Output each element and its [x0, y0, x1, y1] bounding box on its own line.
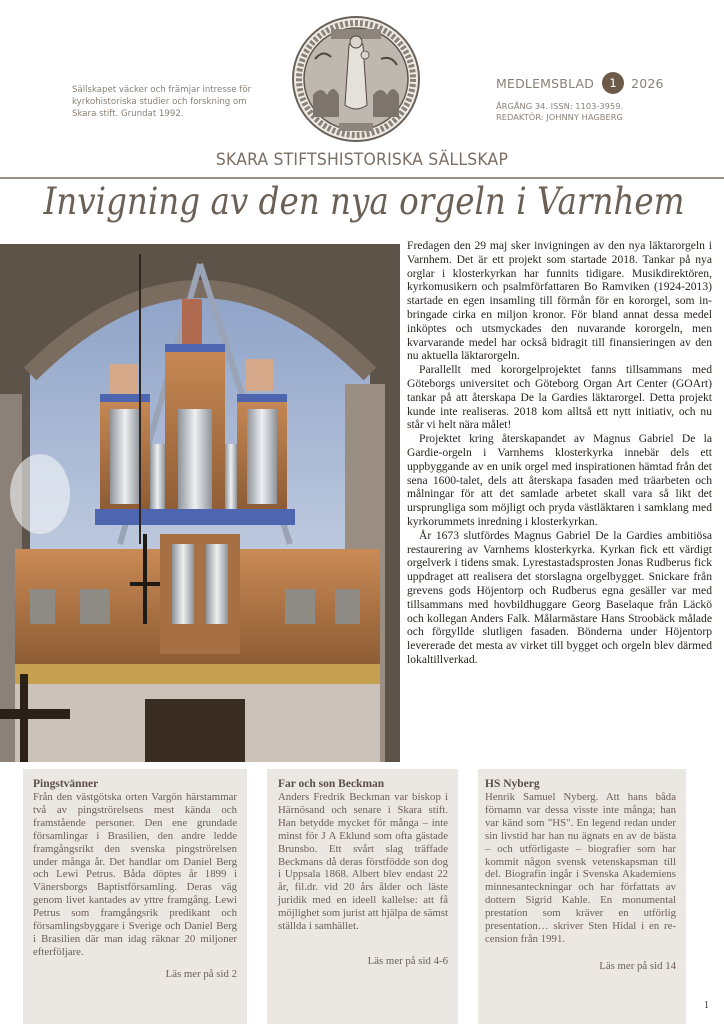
article-paragraph: Fredagen den 29 maj sker invigningen av den nya läktarorgeln i Varnhem. Det är ett projekt som startade 2018. Tankar på nya orglar i klosterkyrkan har funnits tidigare. Musikdirektören, kyrkomusikern och psalmförfattaren Bo Ramviken (1924-2013) startade en egen insamling till förmån för en kororgel, som inbringade cirka en miljon kronor. För bland annat dessa medel inköptes och utsmyckades den nuvarande kororgeln, men kvarvarande medel har också bidragit till finansieringen av den nu aktuella läktarorgeln. — [407, 239, 712, 363]
article-paragraph: Projektet kring återskapandet av Magnus Gabriel De la Gardie-orgeln i Varnhems klosterkyrka innebär dels ett uppbyggande av en unik orgel med inspirationen hämtad från det sena 1600-talet, dels att återskapa fasaden med träarbeten och målningar för att det samlade arbetet skall vara så likt det ursprungliga som möjligt och pryda västläktaren i samklang med kyrkorummets inredning i klosterkyrkan. — [407, 432, 712, 528]
volume-issn: ÅRGÅNG 34. ISSN: 1103-3959. — [496, 101, 624, 111]
society-tagline: Sällskapet väcker och främjar intresse för kyrkohistoriska studier och forskning om Skara stift. Grundat 1992. — [72, 85, 252, 119]
medieval-seal-icon — [291, 15, 421, 143]
organ-photo — [0, 244, 400, 762]
article-headline: Invigning av den nya orgeln i Varnhem — [43, 180, 685, 223]
masthead-info — [496, 72, 664, 123]
society-name: SKARA STIFTSHISTORISKA SÄLLSKAP — [215, 150, 509, 170]
teaser-body: Från den västgötska orten Vargön härstammar två av pingströrelsens mest kända och framstående personer. Den ene grundade församlingar i Brasilien, den andre ledde framgångsrikt den svenska pingströrelsen under många år. Det handlar om Daniel Berg och Lewi Petrus. Båda döptes år 1899 i Vänersborgs Baptistförsamling. Deras väg genom livet kantades av yttre framgång. Lewi Petrus som framgångsrik predikant och församlingsbyggare i Sverige och Daniel Berg i Brasilien där man idag räknar 20 miljoner efterföljare. — [33, 791, 237, 958]
page-number: 1 — [704, 1000, 709, 1011]
article-paragraph: Parallellt med kororgelprojektet fanns tillsammans med Göteborgs universitet och Göteborg Organ Art Center (GOArt) tankar på att återskapa De la Gardies läktarorgel. Detta projekt kunde inte realiseras. 2018 kom alltså ett nytt initiativ, och nu står vi helt nära målet! — [407, 363, 712, 432]
teaser-box-beckman — [267, 769, 458, 1024]
newsletter-line — [496, 72, 664, 94]
publication-meta — [496, 101, 664, 123]
teaser-title: Pingstvänner — [33, 778, 99, 790]
read-more-link[interactable]: Läs mer på sid 2 — [165, 967, 237, 980]
teaser-box-hs-nyberg — [478, 769, 686, 1024]
header-divider — [0, 177, 724, 179]
article-paragraph: År 1673 slutfördes Magnus Gabriel De la Gardies ambitiösa restaurering av Varnhems klosterkyrka. Kyrkan fick ett värdigt orgelverk i tidens smak. Lyrestastadsprosten Jonas Rudberus fick uppdraget att realisera det storslagna orgelbygget. Snickare från grevens gods Höjentorp och Rudberus egna gesäller var med tillsammans med hovbildhuggare Georg Baselaque från Läckö och kollegan Anders Falk. Målarmästare Hans Stroobäck målade och förgyllde slutligen fasaden. Bönderna under Höjentorp levererade det mesta av virket till bygget och orgeln blev därmed lokaltillverkad. — [407, 528, 712, 666]
issue-number-badge: 1 — [602, 72, 624, 94]
teaser-body: Henrik Samuel Nyberg. Att hans båda förnamn var dessa visste inte många; han var känd som "HS". En legend redan under sin livstid har han nu ägnats en av de bästa – och utförligaste – biografier som har kommit någon svensk vetenskapsman till del. Biografin ingår i Svenska Akademiens minnesanteckningar och har författats av dottern Sigrid Kahle. En monumental prestation som kräver en utförlig presentation… skriver Sten Hidal i en recension från 1991. — [485, 791, 676, 945]
article-body — [407, 239, 712, 667]
read-more-link[interactable]: Läs mer på sid 14 — [599, 959, 676, 972]
teaser-box-pingstvanner — [23, 769, 247, 1024]
teaser-body: Anders Fredrik Beckman var biskop i Härnösand och senare i Skara stift. Han betydde mycket för många – inte minst för J A Eklund som ofta gästade Brunsbo. Ett svårt slag träffade Beckmans då deras förstfödde son dog i Uppsala 1868. Albert blev endast 22 år, fil.dr. vid 20 års ålder och läste juridik med en ideell kallelse: att få möjlighet som jurist att hjälpa de sämst ställda i samhället. — [278, 791, 448, 933]
teaser-title: HS Nyberg — [485, 778, 540, 790]
newsletter-label: MEDLEMSBLAD — [496, 75, 595, 91]
teaser-title: Far och son Beckman — [278, 778, 385, 790]
read-more-link[interactable]: Läs mer på sid 4-6 — [367, 954, 448, 967]
issue-year: 2026 — [631, 75, 664, 91]
editor-credit: REDAKTÖR: JOHNNY HAGBERG — [496, 112, 623, 122]
